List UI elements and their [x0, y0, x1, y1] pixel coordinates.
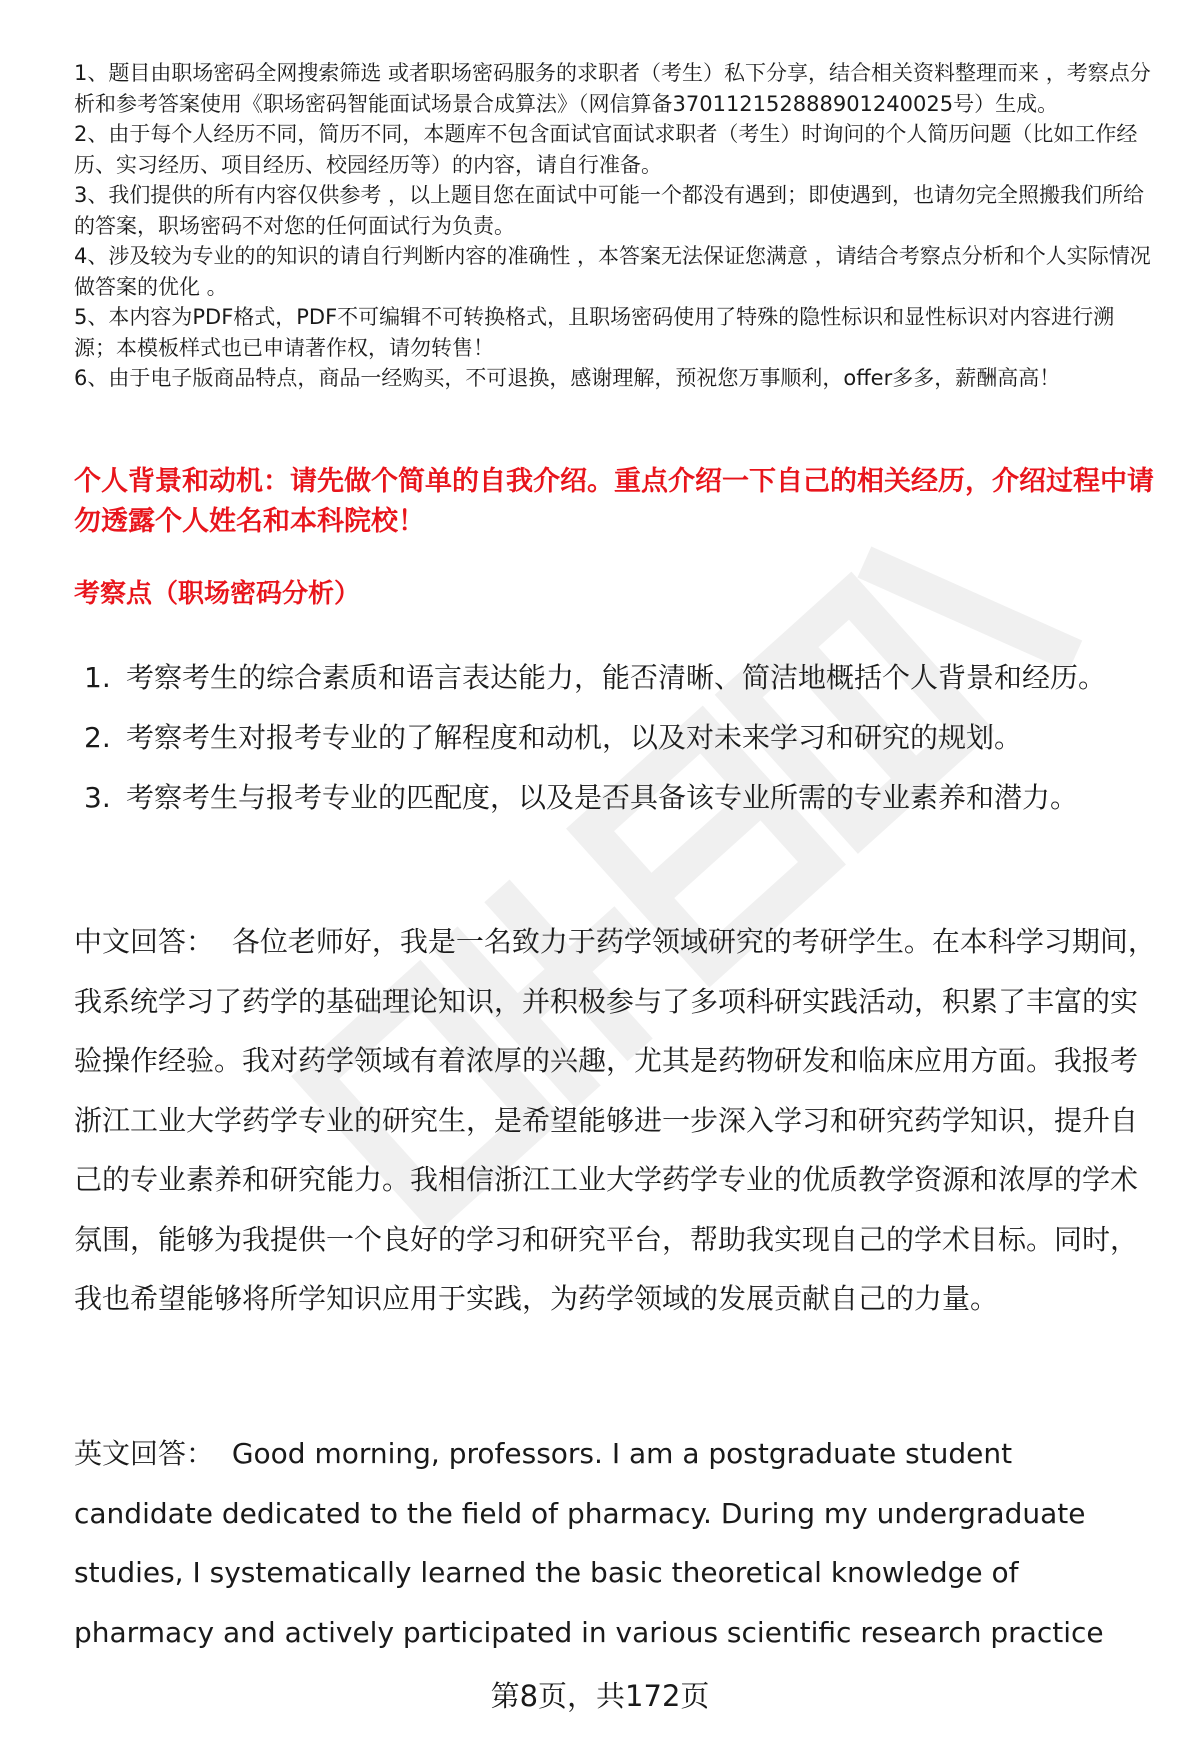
- chinese-answer-label: 中文回答：: [74, 925, 215, 958]
- disclaimer-item: 5、本内容为PDF格式，PDF不可编辑不可转换格式，且职场密码使用了特殊的隐性标识和显性标识对内容进行溯源；本模板样式也已申请著作权，请勿转售！: [74, 305, 1115, 360]
- point-number: 1.: [84, 661, 111, 694]
- page-indicator: 第8页，共172页: [490, 1679, 710, 1713]
- disclaimer-item: 1、题目由职场密码全网搜索筛选 或者职场密码服务的求职者（考生）私下分享，结合相关资料整理而来 ，考察点分析和参考答案使用《职场密码智能面试场景合成算法》（网信算备370112152888901240025号）生成。: [74, 61, 1151, 116]
- chinese-answer-text: 各位老师好，我是一名致力于药学领域研究的考研学生。在本科学习期间，我系统学习了药学的基础理论知识，并积极参与了多项科研实践活动，积累了丰富的实验操作经验。我对药学领域有着浓厚的兴趣，尤其是药物研发和临床应用方面。我报考浙江工业大学药学专业的研究生，是希望能够进一步深入学习和研究药学知识，提升自己的专业素养和研究能力。我相信浙江工业大学药学专业的优质教学资源和浓厚的学术氛围，能够为我提供一个良好的学习和研究平台，帮助我实现自己的学术目标。同时，我也希望能够将所学知识应用于实践，为药学领域的发展贡献自己的力量。: [74, 925, 1156, 1315]
- analysis-point: [74, 648, 1154, 708]
- analysis-points-list: [74, 648, 1154, 828]
- analysis-point: [74, 768, 1154, 828]
- english-answer-text: Good morning, professors. I am a postgraduate student candidate dedicated to the field of pharmacy. During my undergraduate studies, I systematically learned the basic theoretical knowledge of pharmacy and actively participated in various scientific research practice: [74, 1437, 1104, 1649]
- point-number: 3.: [84, 781, 111, 814]
- point-text: 考察考生的综合素质和语言表达能力，能否清晰、简洁地概括个人背景和经历。: [126, 661, 1107, 694]
- point-text: 考察考生与报考专业的匹配度，以及是否具备该专业所需的专业素养和潜力。: [126, 781, 1079, 814]
- disclaimer-item: 2、由于每个人经历不同，简历不同，本题库不包含面试官面试求职者（考生）时询问的个人简历问题（比如工作经历、实习经历、项目经历、校园经历等）的内容，请自行准备。: [74, 122, 1138, 177]
- point-number: 2.: [84, 721, 111, 754]
- analysis-point: [74, 708, 1154, 768]
- disclaimer-item: 6、由于电子版商品特点，商品一经购买，不可退换，感谢理解，预祝您万事顺利，offer多多，薪酬高高！: [74, 366, 1061, 390]
- disclaimer-item: 4、涉及较为专业的的知识的请自行判断内容的准确性 ，本答案无法保证您满意 ，请结合考察点分析和个人实际情况做答案的优化 。: [74, 244, 1151, 299]
- disclaimer-item: 3、我们提供的所有内容仅供参考 ，以上题目您在面试中可能一个都没有遇到；即使遇到，也请勿完全照搬我们所给的答案，职场密码不对您的任何面试行为负责。: [74, 183, 1145, 238]
- english-answer-label: 英文回答：: [74, 1437, 215, 1470]
- analysis-heading: 考察点（职场密码分析）: [74, 579, 361, 609]
- disclaimer-notes: [74, 58, 1154, 394]
- interview-question: 个人背景和动机：请先做个简单的自我介绍。重点介绍一下自己的相关经历，介绍过程中请勿透露个人姓名和本科院校！: [74, 466, 1154, 537]
- point-text: 考察考生对报考专业的了解程度和动机，以及对未来学习和研究的规划。: [126, 721, 1023, 754]
- english-answer: [74, 1424, 1134, 1662]
- chinese-answer: [74, 912, 1164, 1329]
